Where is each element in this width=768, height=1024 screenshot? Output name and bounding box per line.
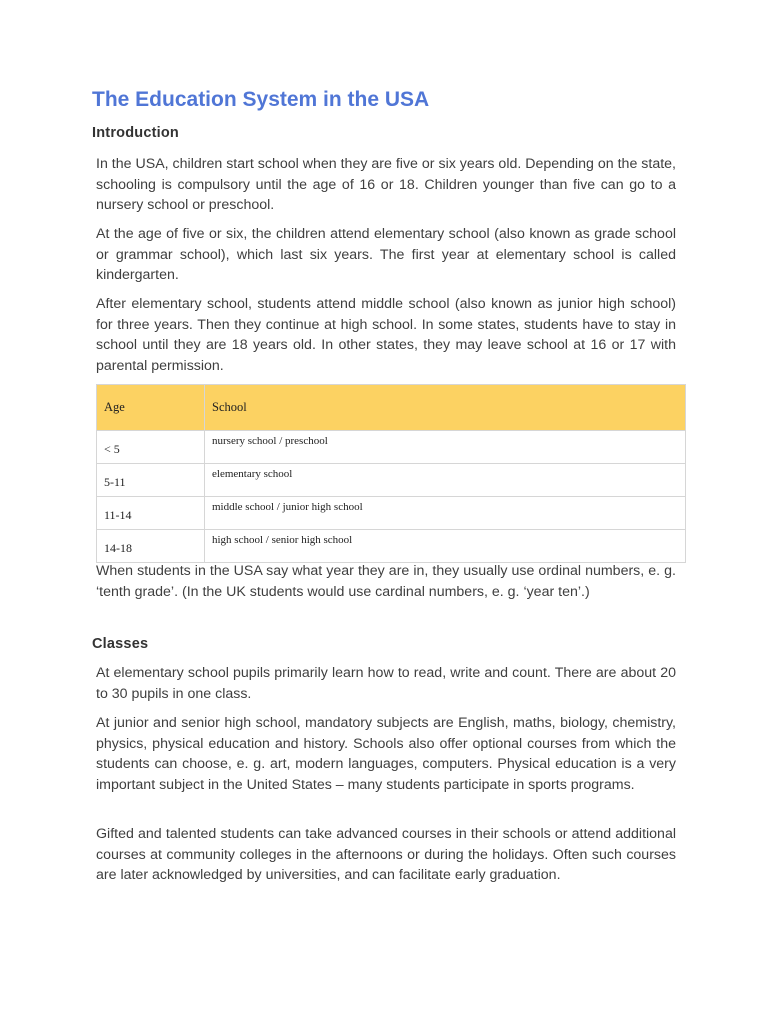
intro-paragraph-3: After elementary school, students attend middle school (also known as junior high school) for three years. Then they continue at high school. In some states, students have to stay in school until they are 18 years old. In other states, they may leave school at 16 or 17 with parental permission. <box>96 296 676 374</box>
table-row <box>97 497 686 530</box>
table-header-row <box>97 385 686 431</box>
classes-paragraph-1: At elementary school pupils primarily learn how to read, write and count. There are about 20 to 30 pupils in one class. <box>96 665 676 702</box>
table-cell-age: 14-18 <box>97 530 205 563</box>
section-heading-classes: Classes <box>92 636 149 652</box>
table-header-school: School <box>205 385 686 431</box>
intro-paragraph-1: In the USA, children start school when they are five or six years old. Depending on the state, schooling is compulsory until the age of 16 or 18. Children younger than five can go to a nursery school or preschool. <box>96 156 676 213</box>
section-heading-introduction: Introduction <box>92 125 179 141</box>
table-row <box>97 530 686 563</box>
intro-paragraph-2: At the age of five or six, the children attend elementary school (also known as grade school or grammar school), which last six years. The first year at elementary school is called kindergarten. <box>96 226 676 283</box>
table-cell-school: elementary school <box>205 464 686 497</box>
table-cell-age: < 5 <box>97 431 205 464</box>
classes-paragraph-2: At junior and senior high school, mandatory subjects are English, maths, biology, chemistry, physics, physical education and history. Schools also offer optional courses from which the students can choose, e. g. art, modern languages, computers. Physical education is a very important subject in the United States – many students participate in sports programs. <box>96 715 676 793</box>
classes-paragraph-3: Gifted and talented students can take advanced courses in their schools or attend additional courses at community colleges in the afternoons or during the holidays. Often such courses are later acknowledged by universities, and can facilitate early graduation. <box>96 826 676 883</box>
age-school-table <box>96 384 686 563</box>
table-cell-age: 11-14 <box>97 497 205 530</box>
page-title: The Education System in the USA <box>92 88 430 111</box>
table-cell-age: 5-11 <box>97 464 205 497</box>
table-row <box>97 464 686 497</box>
table-row <box>97 431 686 464</box>
table-header-age: Age <box>97 385 205 431</box>
table-cell-school: middle school / junior high school <box>205 497 686 530</box>
ordinal-numbers-paragraph: When students in the USA say what year they are in, they usually use ordinal numbers, e. g. ‘tenth grade’. (In the UK students would use cardinal numbers, e. g. ‘year ten’.) <box>96 563 676 600</box>
table-cell-school: nursery school / preschool <box>205 431 686 464</box>
table-cell-school: high school / senior high school <box>205 530 686 563</box>
